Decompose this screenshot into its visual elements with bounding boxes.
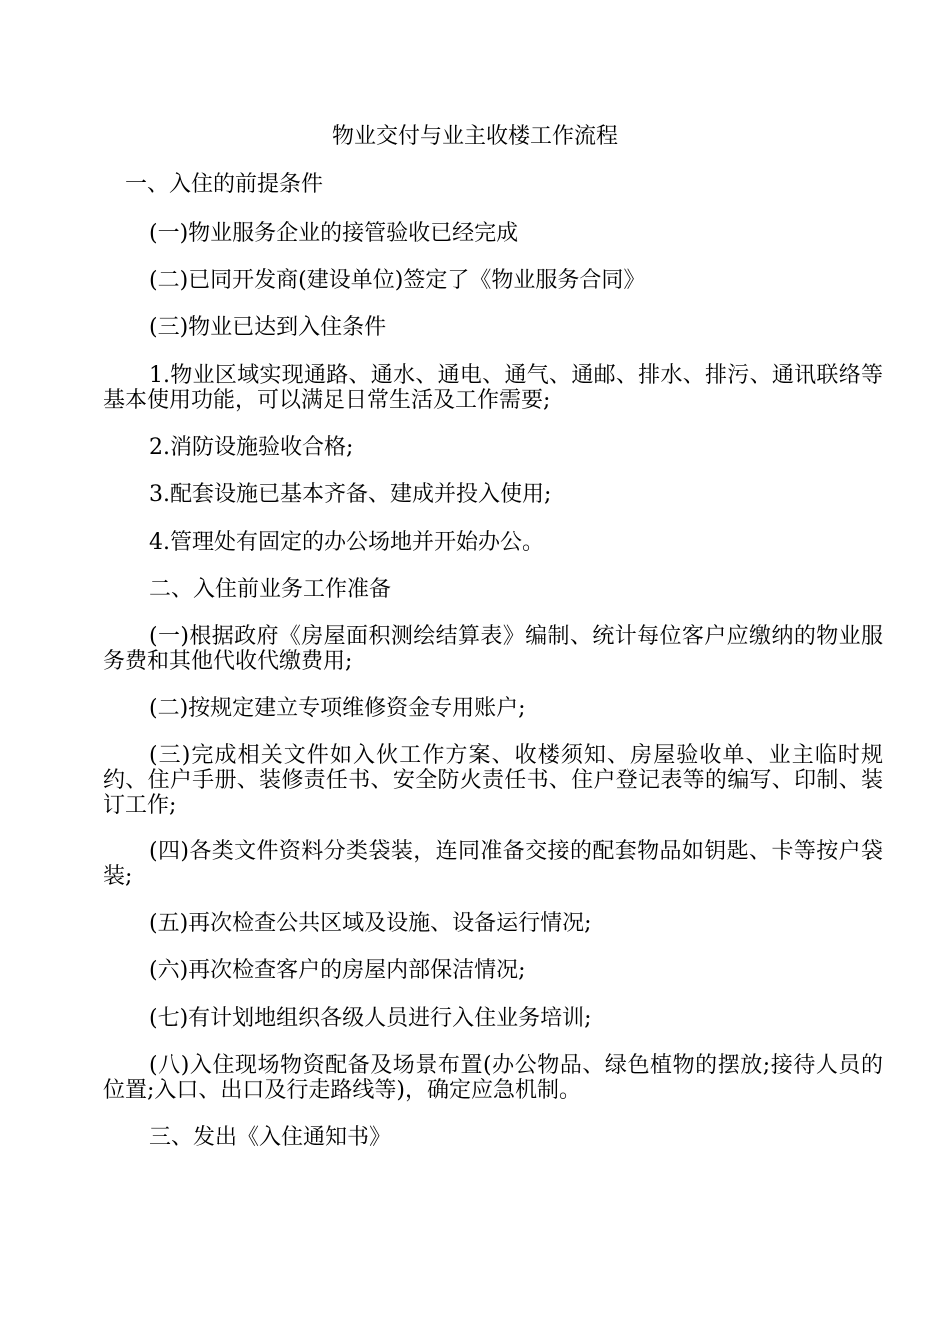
paragraph: (一)物业服务企业的接管验收已经完成: [149, 221, 519, 246]
paragraph: 1.物业区域实现通路、通水、通电、通气、通邮、排水、排污、通讯联络等基本使用功能，可以满足日常生活及工作需要;: [103, 363, 883, 413]
paragraph: (七)有计划地组织各级人员进行入住业务培训;: [149, 1006, 592, 1031]
paragraph: (八)入住现场物资配备及场景布置(办公物品、绿色植物的摆放;接待人员的位置;入口、出口及行走路线等)，确定应急机制。: [103, 1053, 883, 1103]
paragraph: 4.管理处有固定的办公场地并开始办公。: [149, 530, 544, 555]
paragraph: (三)完成相关文件如入伙工作方案、收楼须知、房屋验收单、业主临时规约、住户手册、装修责任书、安全防火责任书、住户登记表等的编写、印制、装订工作;: [103, 743, 883, 818]
paragraph: 2.消防设施验收合格;: [149, 435, 354, 460]
section-heading-1: 一、入住的前提条件: [125, 172, 324, 197]
paragraph: (二)按规定建立专项维修资金专用账户;: [149, 696, 526, 721]
section-heading-3: 三、发出《入住通知书》: [149, 1125, 392, 1150]
paragraph: (一)根据政府《房屋面积测绘结算表》编制、统计每位客户应缴纳的物业服务费和其他代收代缴费用;: [103, 624, 883, 674]
paragraph: (四)各类文件资料分类袋装，连同准备交接的配套物品如钥匙、卡等按户袋装;: [103, 839, 883, 889]
paragraph: (三)物业已达到入住条件: [149, 315, 387, 340]
document-title: 物业交付与业主收楼工作流程: [331, 124, 618, 149]
paragraph: (五)再次检查公共区域及设施、设备运行情况;: [149, 911, 592, 936]
paragraph: (六)再次检查客户的房屋内部保洁情况;: [149, 958, 526, 983]
paragraph: (二)已同开发商(建设单位)签定了《物业服务合同》: [149, 268, 646, 293]
section-heading-2: 二、入住前业务工作准备: [149, 577, 392, 602]
paragraph: 3.配套设施已基本齐备、建成并投入使用;: [149, 482, 552, 507]
